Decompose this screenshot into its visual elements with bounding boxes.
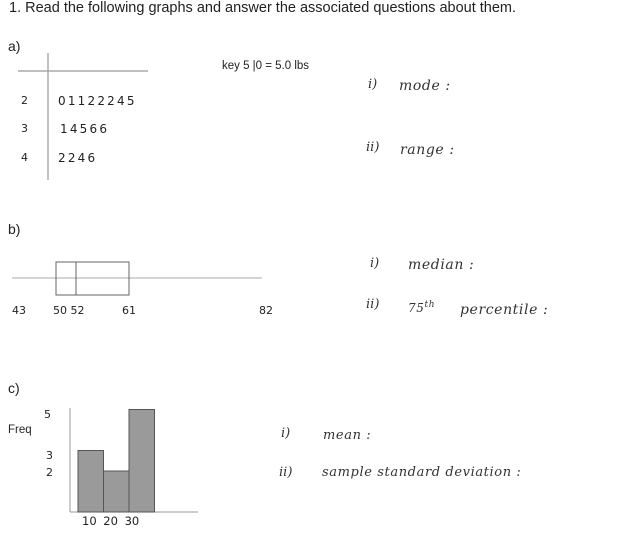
c-q2-num: ii)	[279, 465, 293, 480]
axis-label-43: 43	[12, 304, 26, 317]
a-q1-text: mode :	[399, 78, 451, 94]
stem-3: 3	[21, 122, 28, 135]
part-c-label: c)	[8, 380, 20, 396]
ytick-5: 5	[44, 408, 51, 421]
b-q1-num: i)	[370, 256, 380, 271]
b-q2-num-75	[408, 300, 435, 315]
leaves-3: 14566	[60, 122, 110, 136]
c-q1-text: mean :	[323, 428, 372, 443]
c-q1-num: i)	[281, 426, 291, 441]
stem-2: 2	[21, 94, 28, 107]
ytick-3: 3	[46, 449, 53, 462]
b-q1-text: median :	[408, 257, 475, 273]
axis-label-50-52: 50 52	[53, 304, 85, 317]
hist-bar-10	[78, 451, 104, 513]
stem-4: 4	[21, 151, 28, 164]
a-q2-num: ii)	[366, 140, 380, 155]
b-q2-num: ii)	[366, 297, 380, 312]
ytick-2: 2	[46, 466, 53, 479]
hist-bars	[78, 410, 155, 513]
stemleaf-key: key 5 |0 = 5.0 lbs	[222, 60, 310, 72]
part-a-label: a)	[8, 38, 21, 54]
a-q2-text: range :	[400, 142, 455, 158]
question-title: 1. Read the following graphs and answer the associated questions about them.	[9, 0, 517, 16]
a-q1-num: i)	[368, 77, 378, 92]
leaves-2: 01122245	[58, 94, 137, 108]
b-q2-text: percentile :	[460, 302, 549, 318]
part-b-label: b)	[8, 221, 21, 237]
hist-xticks: 10 20 30	[82, 514, 140, 528]
leaves-4: 2246	[58, 151, 98, 165]
hist-bar-20	[104, 471, 130, 512]
b-q2-sup: th	[424, 300, 436, 310]
axis-label-82: 82	[259, 304, 273, 317]
axis-label-61: 61	[122, 304, 136, 317]
c-q2-text: sample standard deviation :	[322, 465, 522, 480]
b-q2-75: 75	[408, 301, 425, 315]
hist-ylabel: Freq	[8, 424, 32, 436]
hist-bar-30	[129, 410, 155, 513]
